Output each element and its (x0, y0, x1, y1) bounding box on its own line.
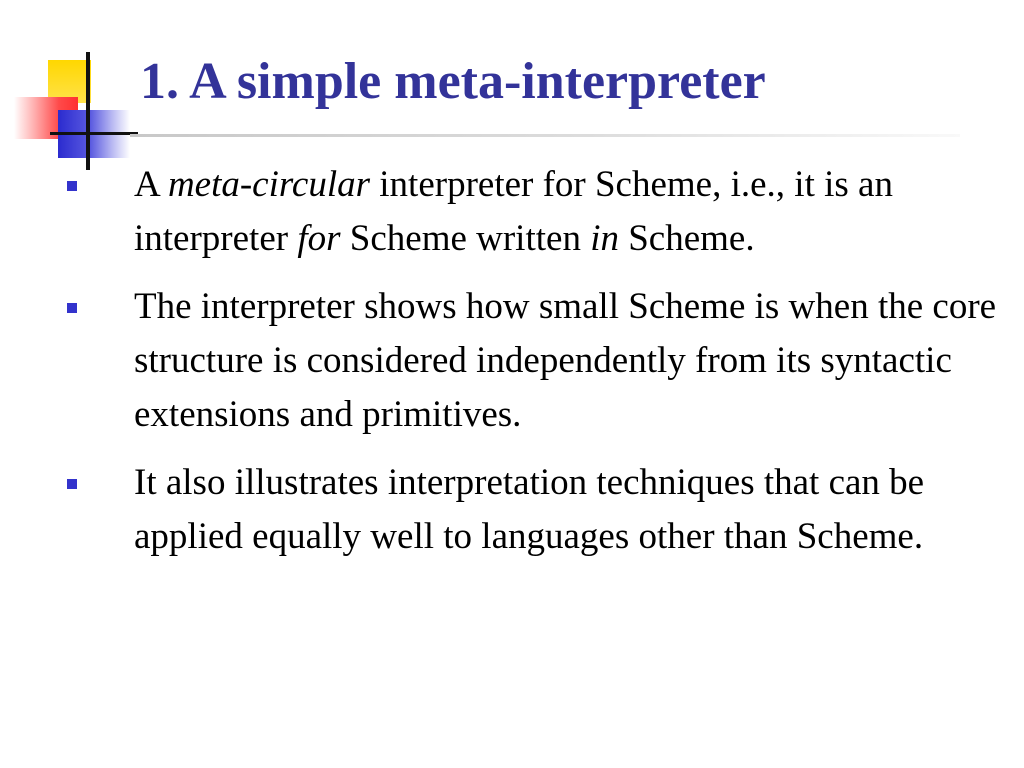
bullet-1-part-1: A (134, 164, 168, 205)
decorative-logo-icon (0, 0, 150, 180)
bullet-text-2: The interpreter shows how small Scheme is when the core structure is considered independently from its syntactic extensions and primitives. (134, 286, 997, 435)
slide-title: 1. A simple meta-interpreter (140, 53, 766, 110)
bullet-item-1 (0, 158, 1024, 266)
bullet-text-3: It also illustrates interpretation techniques that can be applied equally well to languages other than Scheme. (134, 462, 925, 557)
bullet-item-2 (0, 280, 1024, 442)
bullet-item-3 (0, 456, 1024, 564)
bullet-marker-icon (67, 479, 77, 489)
title-divider (130, 134, 960, 137)
logo-vertical-line (86, 52, 90, 170)
bullet-1-part-5: Scheme written (340, 218, 591, 259)
bullet-list (0, 158, 1024, 578)
bullet-text-1 (134, 164, 893, 259)
bullet-1-emphasis-for: for (297, 218, 341, 259)
logo-horizontal-line (50, 132, 138, 135)
bullet-marker-icon (67, 181, 77, 191)
bullet-marker-icon (67, 303, 77, 313)
bullet-1-part-3: interpreter for Scheme, i.e., it is an interpreter (134, 164, 893, 259)
bullet-1-emphasis-in: in (590, 218, 619, 259)
bullet-1-emphasis-meta-circular: meta-circular (167, 164, 371, 205)
bullet-1-part-7: Scheme. (618, 218, 755, 259)
